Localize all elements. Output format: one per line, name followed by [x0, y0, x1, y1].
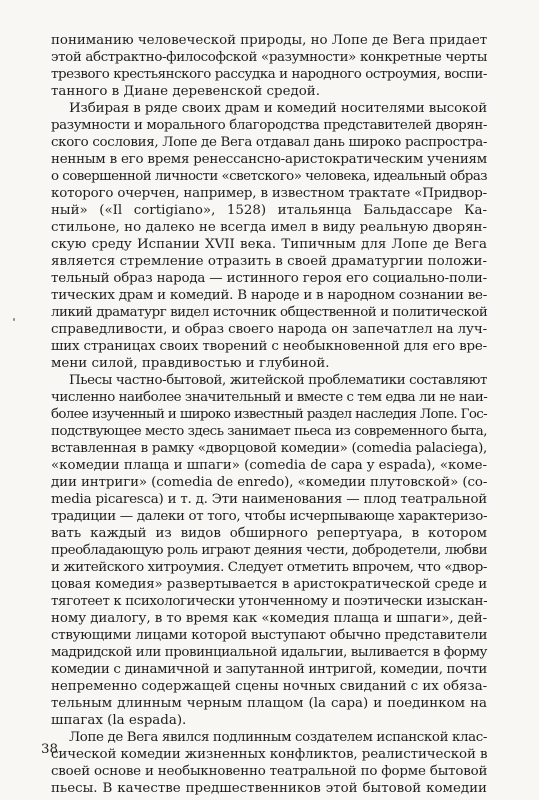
text-line: пьесы. В качестве предшественников этой бытовой комедии [51, 781, 487, 796]
text-line: ликий драматург видел источник общественной и политической [51, 305, 488, 320]
text-line: численно наиболее значительный и вместе с тем едва ли не наи- [51, 390, 488, 405]
paragraph-first-line: Лопе де Вега явился подлинным создателем испанской клас- [69, 730, 488, 745]
text-line: подствующее место здесь занимает пьеса из современного быта, [51, 424, 487, 439]
text-line: справедливости, и образ своего народа он запечатлел на луч- [51, 322, 487, 337]
text-line: мадридской или провинциальной идальгии, выливается в форму [51, 645, 487, 660]
text-line: тельный образ народа — истинного героя его социально-поли- [51, 271, 487, 286]
page-number: 38 [41, 742, 59, 757]
text-line: непременно содержащей сцены ночных свиданий с их обяза- [51, 679, 488, 694]
text-line: ненным в его время ренессансно-аристократическим учениям [51, 152, 487, 167]
text-line: этой абстрактно-философской «разумности» конкретные черты [51, 50, 487, 65]
text-line: которого очерчен, например, в известном трактате «Придвор- [51, 186, 487, 201]
paragraph-first-line: Пьесы частно-бытовой, житейской проблематики составляют [69, 373, 487, 388]
text-line: преобладающую роль играют деяния чести, добродетели, любви [51, 543, 488, 558]
text-line: является стремление отразить в своей драматургии положи- [51, 254, 487, 269]
text-line: трезвого крестьянского рассудка и народного остроумия, воспи- [51, 67, 487, 82]
text-line: более изученный и широко известный раздел наследия Лопе. Гос- [51, 407, 487, 422]
text-line: пониманию человеческой природы, но Лопе де Вега придает [51, 33, 488, 48]
text-line: комедии с динамичной и запутанной интригой, комедии, почти [51, 662, 487, 677]
text-line: вставленная в рамку «дворцовой комедии» (comedia palaciega), [51, 441, 487, 456]
text-line: танного в Диане деревенской средой. [51, 84, 320, 99]
text-line: тических драм и комедий. В народе и в народном сознании ве- [51, 288, 488, 303]
text-line: шпагах (la espada). [51, 713, 187, 728]
text-line: ших страницах своих творений с необыкновенной для его вре- [51, 339, 487, 354]
text-line: media picaresca) и т. д. Эти наименования — плод театральной [51, 492, 487, 507]
text-line: мени силой, правдивостью и глубиной. [51, 356, 330, 371]
text-line: «комедии плаща и шпаги» (comedia de capa y espada), «коме- [51, 458, 487, 473]
text-line: тяготеет к психологически утонченному и поэтически изыскан- [51, 594, 488, 609]
text-line: ному диалогу, в то время как «комедия плаща и шпаги», дей- [51, 611, 488, 626]
text-line: традиции — далеки от того, чтобы исчерпывающе характеризо- [51, 509, 488, 524]
text-line: тельным длинным черным плащом (la capa) и поединком на [51, 696, 487, 711]
text-line: о совершенной личности «светского» человека, идеальный образ [51, 169, 488, 184]
text-line: дии интриги» (comedia de enredo), «комедии плутовской» (co- [51, 475, 488, 490]
text-line: цовая комедия» развертывается в аристократической среде и [51, 577, 487, 592]
text-line: ского сословия, Лопе де Вега отдавал дань широко распростра- [51, 135, 488, 150]
text-line: разумности и морального благородства представителей дворян- [51, 118, 488, 133]
text-line: своей основе и необыкновенно театральной по форме бытовой [51, 764, 488, 779]
paragraph-first-line: Избирая в ряде своих драм и комедий носителями высокой [69, 101, 487, 116]
text-line: сической комедии жизненных конфликтов, реалистической в [51, 747, 488, 762]
text-line: стильоне, но далеко не всегда имел в виду реальную дворян- [51, 220, 487, 235]
text-line: вать каждый из видов обширного репертуара, в котором [51, 526, 487, 541]
text-line: ный» («Il cortigiano», 1528) итальянца Бальдассаре Ка- [51, 203, 487, 218]
text-line: скую среду Испании XVII века. Типичным для Лопе де Вега [51, 237, 487, 252]
text-line: и житейского хитроумия. Следует отметить впрочем, что «двор- [51, 560, 487, 575]
text-line: ствующими лицами которой выступают обычно представители [51, 628, 488, 643]
